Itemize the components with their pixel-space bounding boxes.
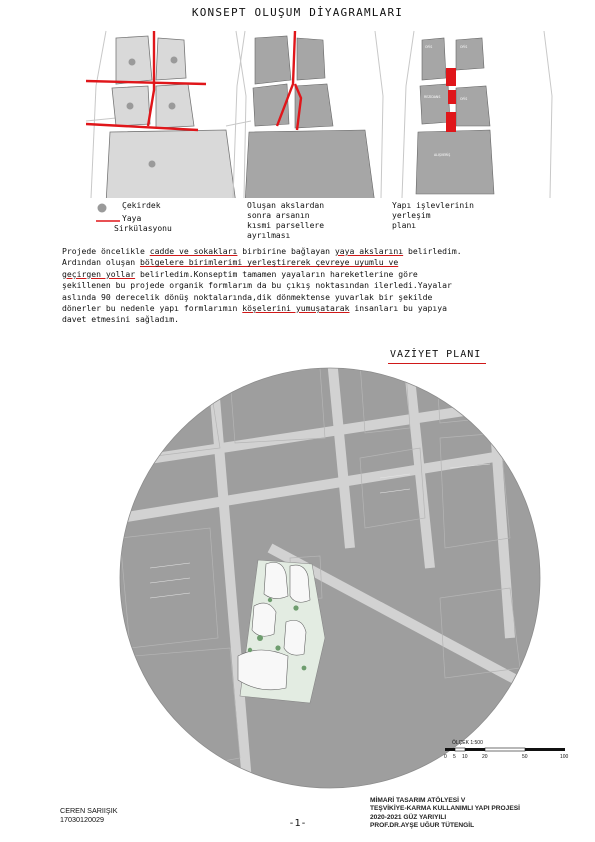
concept-diagram-functions	[394, 26, 559, 198]
svg-text:ALIŞVERİŞ: ALIŞVERİŞ	[434, 153, 451, 157]
paragraph-text: davet etmesini sağladım.	[62, 314, 179, 325]
paragraph-line	[62, 246, 562, 257]
legend-circulation-label-2: Sirkülasyonu	[114, 224, 172, 233]
caption-line: sonra arsanın	[247, 211, 310, 220]
paragraph-text: Projede öncelikle	[62, 246, 150, 256]
paragraph-emphasis: köşelerini yumuşatarak	[242, 303, 350, 314]
diagram-legend	[96, 201, 236, 241]
caption-line: ayrılması	[247, 231, 291, 240]
scale-tick-label: 0	[444, 754, 447, 760]
paragraph-emphasis: geçirgen yollar	[62, 268, 136, 279]
core-circle-icon	[96, 202, 108, 214]
paragraph-line	[62, 314, 562, 325]
paragraph-emphasis: yaya akslarını	[334, 246, 404, 256]
paragraph-text: birbirine bağlayan	[237, 246, 335, 256]
paragraph-line	[62, 303, 562, 314]
scale-tick-label: 50	[522, 754, 528, 760]
circulation-line-icon	[96, 219, 122, 223]
caption-line: yerleşim	[392, 211, 431, 220]
scale-bar	[444, 740, 574, 774]
paragraph-line	[62, 280, 562, 291]
scale-ticks	[444, 754, 574, 762]
caption-line: Oluşan akslardan	[247, 201, 325, 210]
paragraph-text: Ardından oluşan	[62, 257, 140, 268]
course-line: 2020-2021 GÜZ YARIYILI	[370, 813, 447, 821]
paragraph-text: insanları bu yapıya	[349, 303, 447, 314]
site-plan-heading-underline	[388, 363, 486, 364]
caption-line: kısmi parsellere	[247, 221, 325, 230]
svg-text:OFİS: OFİS	[425, 45, 433, 49]
scale-tick-label: 5	[453, 754, 456, 760]
paragraph-text: dönerler bu nedenle yapı formlarımın	[62, 303, 243, 314]
course-line: PROF.DR.AYŞE UĞUR TÜTENGİL	[370, 821, 475, 829]
paragraph-line	[62, 292, 562, 303]
paragraph-line	[62, 269, 562, 280]
page-number: -1-	[288, 818, 307, 829]
course-line: TEŞVİKİYE-KARMA KULLANIMLI YAPI PROJESİ	[370, 805, 520, 813]
scale-tick-label: 20	[482, 754, 488, 760]
site-plan-heading: VAZİYET PLANI	[390, 349, 482, 360]
svg-text:OFİS: OFİS	[460, 97, 468, 101]
legend-circulation-label-1: Yaya	[122, 214, 142, 223]
paragraph-text: belirledim.	[403, 246, 462, 256]
caption-parcels	[247, 201, 387, 241]
paragraph-emphasis: cadde ve sokakları	[149, 246, 238, 256]
svg-text:REZIDANS: REZIDANS	[424, 95, 441, 99]
paragraph-text: şekillenen bu projede organik formlarım da bu çıkış noktasından ilerledi.Yayalar	[62, 280, 452, 291]
caption-functions	[392, 201, 502, 231]
author-name: CEREN SARIIŞIK	[60, 806, 118, 815]
scale-tick-label: 100	[560, 754, 569, 760]
caption-line: planı	[392, 221, 417, 230]
svg-text:OFİS: OFİS	[460, 45, 468, 49]
paragraph-emphasis: bölgelere birimlerimi yerleştirerek çevreye uyumlu ve	[139, 257, 399, 268]
paragraph-text: aslında 90 derecelik dönüş noktalarında,dik dönmektense yuvarlak bir şekilde	[62, 291, 433, 302]
course-info	[370, 797, 520, 830]
course-line: MİMARİ TASARIM ATÖLYESİ V	[370, 797, 466, 804]
scale-label: ÖLÇEK 1:500	[452, 740, 483, 746]
paragraph-line	[62, 257, 562, 268]
page-title: KONSEPT OLUŞUM DİYAGRAMLARI	[191, 6, 404, 19]
legend-core-label: Çekirdek	[122, 201, 161, 210]
paragraph-text: belirledim.Konseptim tamamen yayaların hareketlerine göre	[135, 268, 418, 279]
caption-line: Yapı işlevlerinin	[392, 201, 474, 210]
student-number: 17030120029	[60, 815, 104, 824]
scale-tick-label: 10	[462, 754, 468, 760]
concept-paragraph	[62, 246, 562, 326]
concept-diagram-parcels	[225, 26, 390, 198]
